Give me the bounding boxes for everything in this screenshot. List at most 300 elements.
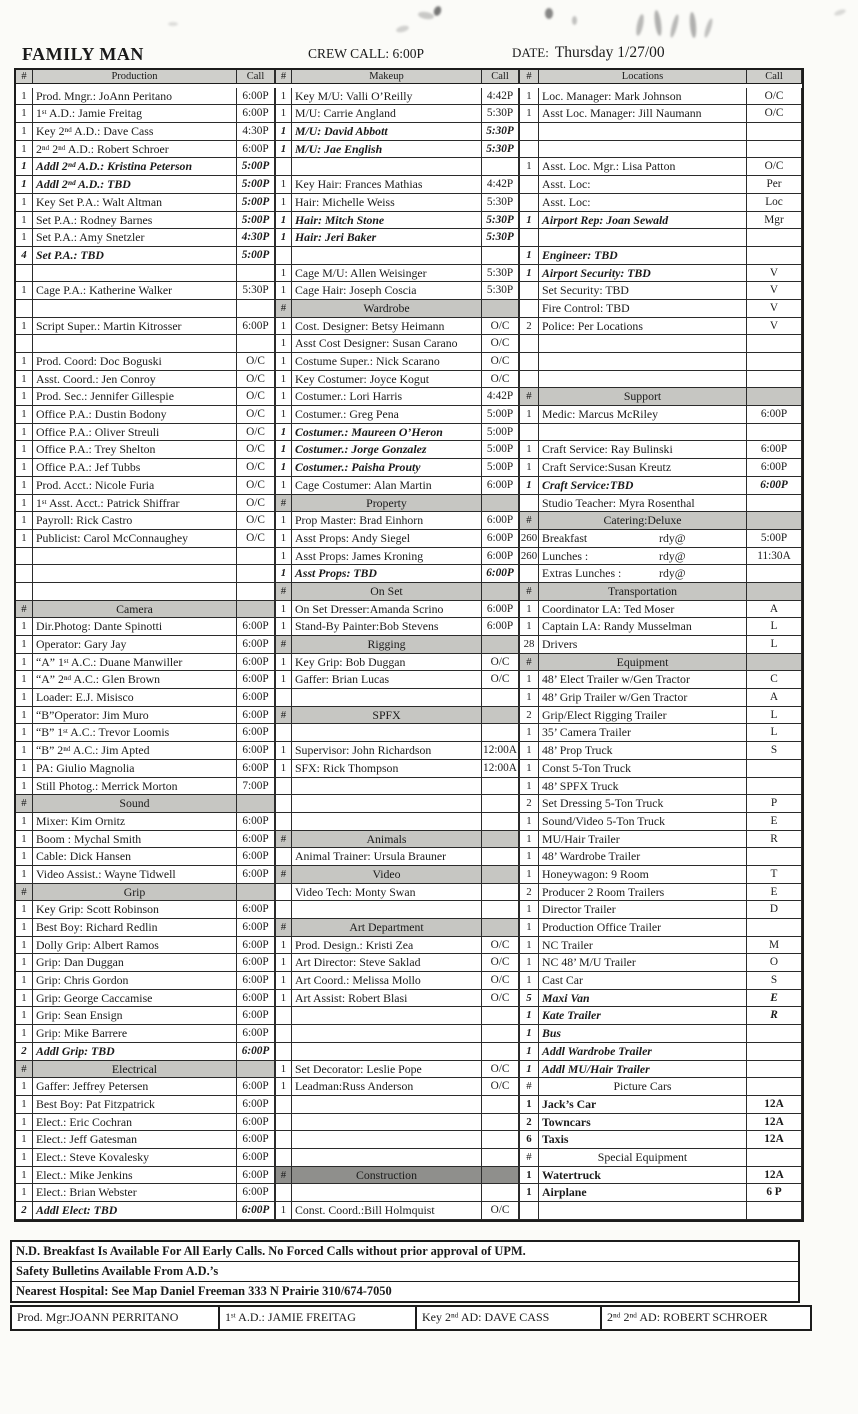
count-cell: 2 [16, 1202, 33, 1220]
name-cell: Coordinator LA: Ted Moser [539, 601, 747, 619]
name-cell: 2ⁿᵈ 2ⁿᵈ A.D.: Robert Schroer [33, 141, 237, 159]
section-hash-cell: # [519, 388, 539, 406]
name-cell: Maxi Van [539, 990, 747, 1008]
count-cell [275, 884, 292, 902]
call-cell: O/C [237, 406, 275, 424]
count-cell: 1 [16, 318, 33, 336]
count-cell: 1 [275, 265, 292, 283]
ink-smudge [433, 5, 443, 17]
name-cell: 1ˢᵗ A.D.: Jamie Freitag [33, 105, 237, 123]
call-cell: 6:00P [237, 318, 275, 336]
name-cell: Supervisor: John Richardson [292, 742, 482, 760]
call-cell: 5:30P [237, 282, 275, 300]
name-cell: Studio Teacher: Myra Rosenthal [539, 495, 747, 513]
call-cell: O/C [482, 371, 519, 389]
name-cell [292, 1025, 482, 1043]
name-cell: Set P.A.: TBD [33, 247, 237, 265]
name-cell: Elect.: Eric Cochran [33, 1114, 237, 1132]
call-cell: 6:00P [237, 1131, 275, 1149]
call-cell: V [747, 265, 802, 283]
count-cell: 1 [16, 990, 33, 1008]
name-cell: Grip: Sean Ensign [33, 1007, 237, 1025]
section-hash-cell: # [275, 1167, 292, 1185]
call-cell: 6:00P [237, 742, 275, 760]
call-cell: O/C [482, 972, 519, 990]
count-cell: 1 [519, 778, 539, 796]
call-cell [747, 424, 802, 442]
count-cell: 1 [519, 1025, 539, 1043]
call-cell [747, 848, 802, 866]
signature-first-ad: 1ˢᵗ A.D.: JAMIE FREITAG [220, 1307, 417, 1329]
count-cell: 1 [275, 1078, 292, 1096]
count-cell: 1 [16, 1184, 33, 1202]
ink-smudge [703, 18, 714, 39]
count-cell: 2 [519, 795, 539, 813]
name-cell: Still Photog.: Merrick Morton [33, 778, 237, 796]
name-cell: M/U: David Abbott [292, 123, 482, 141]
ink-smudge [635, 14, 645, 37]
count-cell: 2 [519, 884, 539, 902]
name-cell: NC Trailer [539, 937, 747, 955]
call-cell: E [747, 884, 802, 902]
call-cell: 11:30A [747, 548, 802, 566]
section-hash-cell: # [519, 583, 539, 601]
name-cell: Police: Per Locations [539, 318, 747, 336]
count-cell: 1 [16, 760, 33, 778]
section-header: Animals [292, 831, 482, 849]
name-cell: Grip: Mike Barrere [33, 1025, 237, 1043]
name-cell: Cable: Dick Hansen [33, 848, 237, 866]
count-cell [16, 265, 33, 283]
name-cell [292, 1184, 482, 1202]
call-cell: 6:00P [237, 1007, 275, 1025]
count-cell [275, 848, 292, 866]
name-cell: Office P.A.: Jef Tubbs [33, 459, 237, 477]
name-cell: Cost. Designer: Betsy Heimann [292, 318, 482, 336]
call-cell [747, 1061, 802, 1079]
count-cell: 1 [16, 441, 33, 459]
count-cell: 1 [519, 742, 539, 760]
count-cell: 2 [519, 1114, 539, 1132]
count-cell [519, 300, 539, 318]
name-cell [292, 795, 482, 813]
call-cell [747, 1025, 802, 1043]
count-cell: 1 [16, 707, 33, 725]
count-cell [519, 353, 539, 371]
count-cell: 1 [16, 123, 33, 141]
call-cell: 5:30P [482, 265, 519, 283]
call-cell: 6:00P [237, 760, 275, 778]
name-cell: Gaffer: Brian Lucas [292, 671, 482, 689]
section-header: Electrical [33, 1061, 237, 1079]
count-cell: 1 [16, 848, 33, 866]
call-cell: O/C [237, 353, 275, 371]
name-cell: Office P.A.: Oliver Streuli [33, 424, 237, 442]
call-cell: 6:00P [482, 477, 519, 495]
count-cell: 1 [275, 760, 292, 778]
call-cell: 4:42P [482, 88, 519, 106]
count-cell [275, 901, 292, 919]
count-cell: 1 [275, 459, 292, 477]
call-cell: 12A [747, 1096, 802, 1114]
section-header: Catering:Deluxe [539, 512, 747, 530]
count-cell: 1 [275, 601, 292, 619]
name-cell: Addl Wardrobe Trailer [539, 1043, 747, 1061]
name-cell [33, 583, 237, 601]
call-cell: 6:00P [747, 459, 802, 477]
count-cell: 1 [275, 1202, 292, 1220]
call-cell: 6:00P [237, 1202, 275, 1220]
name-cell: 48’ Prop Truck [539, 742, 747, 760]
name-cell: Grip: Dan Duggan [33, 954, 237, 972]
call-cell: 5:00P [237, 158, 275, 176]
call-cell: 5:00P [237, 194, 275, 212]
count-cell: 1 [275, 229, 292, 247]
count-cell [275, 1184, 292, 1202]
call-cell: 5:30P [482, 105, 519, 123]
call-cell [482, 901, 519, 919]
name-cell [292, 778, 482, 796]
note-breakfast: N.D. Breakfast Is Available For All Early Calls. No Forced Calls without prior approval of UPM. [12, 1242, 798, 1262]
count-cell: 1 [16, 371, 33, 389]
call-cell: 5:30P [482, 194, 519, 212]
name-cell: Airplane [539, 1184, 747, 1202]
count-cell: 1 [16, 1167, 33, 1185]
call-cell [747, 1078, 802, 1096]
call-cell: 6:00P [482, 548, 519, 566]
count-cell: 1 [275, 618, 292, 636]
name-cell: Prop Master: Brad Einhorn [292, 512, 482, 530]
call-cell [747, 1202, 802, 1220]
count-cell: 1 [519, 848, 539, 866]
name-cell [33, 548, 237, 566]
call-cell [747, 388, 802, 406]
name-cell: Captain LA: Randy Musselman [539, 618, 747, 636]
call-cell: 5:00P [482, 406, 519, 424]
count-cell: 2 [519, 318, 539, 336]
section-hash-cell: # [519, 654, 539, 672]
count-cell [519, 123, 539, 141]
name-cell: Boom : Mychal Smith [33, 831, 237, 849]
count-cell: 1 [16, 530, 33, 548]
call-cell [237, 300, 275, 318]
count-cell: 1 [16, 229, 33, 247]
call-cell: E [747, 990, 802, 1008]
count-cell: 1 [275, 194, 292, 212]
count-cell [16, 548, 33, 566]
call-cell: 6:00P [237, 707, 275, 725]
call-cell [482, 778, 519, 796]
date-value: Thursday 1/27/00 [554, 44, 665, 61]
count-cell: 1 [275, 954, 292, 972]
name-cell: “B” 1ˢᵗ A.C.: Trevor Loomis [33, 724, 237, 742]
name-cell [292, 1096, 482, 1114]
count-cell: 1 [16, 919, 33, 937]
call-cell: 6:00P [237, 636, 275, 654]
call-cell [237, 335, 275, 353]
count-cell: 1 [16, 742, 33, 760]
name-cell: Towncars [539, 1114, 747, 1132]
call-cell: M [747, 937, 802, 955]
count-cell: 1 [519, 158, 539, 176]
count-cell: 1 [16, 141, 33, 159]
count-cell: 1 [275, 176, 292, 194]
call-cell: L [747, 636, 802, 654]
name-cell: Craft Service: Ray Bulinski [539, 441, 747, 459]
ink-smudge [834, 8, 847, 17]
call-cell: Mgr [747, 212, 802, 230]
call-cell: 6:00P [237, 972, 275, 990]
name-cell: “A” 1ˢᵗ A.C.: Duane Manwiller [33, 654, 237, 672]
name-cell: Stand-By Painter:Bob Stevens [292, 618, 482, 636]
name-cell [292, 689, 482, 707]
call-cell: O/C [747, 158, 802, 176]
count-cell: 1 [519, 689, 539, 707]
count-cell: 1 [275, 424, 292, 442]
call-cell [482, 1131, 519, 1149]
notes-box [10, 1240, 800, 1303]
count-cell: 1 [275, 565, 292, 583]
count-cell: 1 [275, 972, 292, 990]
name-cell: Craft Service:Susan Kreutz [539, 459, 747, 477]
section-hash-cell: # [275, 300, 292, 318]
count-cell: 1 [275, 353, 292, 371]
call-cell [237, 565, 275, 583]
name-cell: Asst Loc. Manager: Jill Naumann [539, 105, 747, 123]
section-hash-cell: # [275, 583, 292, 601]
name-cell: Hair: Michelle Weiss [292, 194, 482, 212]
call-cell [747, 229, 802, 247]
count-cell: 1 [275, 141, 292, 159]
name-cell: Asst Props: TBD [292, 565, 482, 583]
count-cell: 6 [519, 1131, 539, 1149]
name-cell: Script Super.: Martin Kitrosser [33, 318, 237, 336]
call-cell: 6:00P [747, 441, 802, 459]
section-header: Equipment [539, 654, 747, 672]
name-cell: Fire Control: TBD [539, 300, 747, 318]
name-cell [33, 565, 237, 583]
call-cell: A [747, 601, 802, 619]
name-cell: Elect.: Mike Jenkins [33, 1167, 237, 1185]
name-cell: Key Grip: Bob Duggan [292, 654, 482, 672]
name-cell: NC 48’ M/U Trailer [539, 954, 747, 972]
name-cell: Prod. Mngr.: JoAnn Peritano [33, 88, 237, 106]
section-hash-cell: # [16, 795, 33, 813]
count-cell: 1 [275, 937, 292, 955]
call-cell [747, 512, 802, 530]
count-cell: 1 [16, 194, 33, 212]
count-cell [519, 229, 539, 247]
call-cell: 5:00P [237, 176, 275, 194]
column-header: Call [237, 70, 275, 84]
count-cell [519, 495, 539, 513]
call-cell: 6:00P [237, 1167, 275, 1185]
name-cell: Key M/U: Valli O’Reilly [292, 88, 482, 106]
name-cell: Costumer.: Greg Pena [292, 406, 482, 424]
count-cell: 1 [519, 247, 539, 265]
call-cell: 5:00P [482, 459, 519, 477]
name-cell: Asst. Loc: [539, 194, 747, 212]
name-cell: Dolly Grip: Albert Ramos [33, 937, 237, 955]
ink-smudge [395, 24, 409, 33]
name-cell: Const. Coord.:Bill Holmquist [292, 1202, 482, 1220]
name-cell [292, 1043, 482, 1061]
count-cell: 1 [519, 618, 539, 636]
count-cell: 1 [16, 1078, 33, 1096]
name-cell: Costumer.: Maureen O’Heron [292, 424, 482, 442]
name-cell: Leadman:Russ Anderson [292, 1078, 482, 1096]
ink-smudge [689, 12, 697, 38]
call-cell: 6:00P [482, 512, 519, 530]
call-cell [482, 1007, 519, 1025]
call-cell: S [747, 972, 802, 990]
name-cell [539, 229, 747, 247]
call-cell: O [747, 954, 802, 972]
count-cell: 260 [519, 530, 539, 548]
call-cell: 6:00P [237, 1184, 275, 1202]
call-cell: 6:00P [237, 1078, 275, 1096]
call-cell [482, 300, 519, 318]
section-header: Art Department [292, 919, 482, 937]
count-cell [275, 158, 292, 176]
name-cell: Dir.Photog: Dante Spinotti [33, 618, 237, 636]
count-cell: 1 [275, 212, 292, 230]
call-cell: O/C [237, 512, 275, 530]
call-cell: O/C [482, 335, 519, 353]
count-cell: 1 [519, 212, 539, 230]
count-cell [519, 194, 539, 212]
call-cell [482, 1114, 519, 1132]
call-cell: 5:30P [482, 212, 519, 230]
section-header: SPFX [292, 707, 482, 725]
call-cell [482, 247, 519, 265]
name-cell: Video Tech: Monty Swan [292, 884, 482, 902]
count-cell: 1 [275, 335, 292, 353]
call-cell [747, 654, 802, 672]
section-hash-cell: # [275, 636, 292, 654]
name-cell: Addl 2ⁿᵈ A.D.: TBD [33, 176, 237, 194]
call-cell: 6:00P [237, 990, 275, 1008]
call-cell: R [747, 1007, 802, 1025]
call-cell [482, 707, 519, 725]
ink-smudge [418, 11, 435, 21]
name-cell: Key Grip: Scott Robinson [33, 901, 237, 919]
call-cell [482, 636, 519, 654]
name-cell: Set Security: TBD [539, 282, 747, 300]
name-cell: “A” 2ⁿᵈ A.C.: Glen Brown [33, 671, 237, 689]
call-cell: R [747, 831, 802, 849]
call-cell: C [747, 671, 802, 689]
call-cell: 6:00P [237, 88, 275, 106]
call-cell: 7:00P [237, 778, 275, 796]
call-cell: L [747, 707, 802, 725]
name-cell: Video Assist.: Wayne Tidwell [33, 866, 237, 884]
name-cell: Asst. Coord.: Jen Conroy [33, 371, 237, 389]
name-cell [539, 353, 747, 371]
name-cell: On Set Dresser:Amanda Scrino [292, 601, 482, 619]
call-cell: 6:00P [747, 477, 802, 495]
section-header: Camera [33, 601, 237, 619]
call-cell [482, 1096, 519, 1114]
call-cell: 12A [747, 1131, 802, 1149]
call-cell [482, 795, 519, 813]
name-cell: Drivers [539, 636, 747, 654]
signature-key-2nd-ad: Key 2ⁿᵈ AD: DAVE CASS [417, 1307, 602, 1329]
count-cell: 1 [16, 424, 33, 442]
name-cell: Elect.: Brian Webster [33, 1184, 237, 1202]
name-cell: Key Hair: Frances Mathias [292, 176, 482, 194]
call-cell: S [747, 742, 802, 760]
count-cell [519, 335, 539, 353]
name-cell: Airport Security: TBD [539, 265, 747, 283]
name-cell: 48’ Elect Trailer w/Gen Tractor [539, 671, 747, 689]
name-cell: Prod. Acct.: Nicole Furia [33, 477, 237, 495]
name-cell: Gaffer: Jeffrey Petersen [33, 1078, 237, 1096]
call-cell: 6:00P [237, 848, 275, 866]
ink-smudge [572, 16, 577, 25]
call-cell: 6:00P [237, 866, 275, 884]
count-cell: 1 [16, 1096, 33, 1114]
name-cell: Art Coord.: Melissa Mollo [292, 972, 482, 990]
name-cell: Grip: George Caccamise [33, 990, 237, 1008]
count-cell: 1 [16, 1149, 33, 1167]
call-cell: Loc [747, 194, 802, 212]
count-cell: 1 [519, 671, 539, 689]
call-cell [482, 919, 519, 937]
count-cell: 1 [16, 1007, 33, 1025]
section-header: Property [292, 495, 482, 513]
count-cell: 1 [275, 105, 292, 123]
count-cell: 1 [16, 282, 33, 300]
name-cell [539, 371, 747, 389]
section-header: Rigging [292, 636, 482, 654]
name-cell: Best Boy: Richard Redlin [33, 919, 237, 937]
call-cell: 6:00P [482, 565, 519, 583]
name-cell: Breakfast rdy@ [539, 530, 747, 548]
column-header: Call [747, 70, 802, 84]
call-cell: 5:30P [482, 123, 519, 141]
call-cell [482, 866, 519, 884]
call-cell: 6 P [747, 1184, 802, 1202]
name-cell: Costumer.: Jorge Gonzalez [292, 441, 482, 459]
signature-row [10, 1305, 812, 1331]
call-cell [482, 1149, 519, 1167]
count-cell [275, 689, 292, 707]
call-cell: 5:30P [482, 229, 519, 247]
call-cell [747, 247, 802, 265]
call-cell: O/C [482, 990, 519, 1008]
call-cell [482, 848, 519, 866]
section-hash-cell: # [275, 707, 292, 725]
call-cell: O/C [237, 424, 275, 442]
date-label: DATE: [512, 45, 549, 60]
count-cell: 1 [519, 866, 539, 884]
call-cell: 6:00P [747, 406, 802, 424]
name-cell: Grip/Elect Rigging Trailer [539, 707, 747, 725]
name-cell: Asst. Loc: [539, 176, 747, 194]
call-cell [482, 884, 519, 902]
name-cell: 48’ Grip Trailer w/Gen Tractor [539, 689, 747, 707]
call-cell: E [747, 813, 802, 831]
call-cell: 12A [747, 1167, 802, 1185]
name-cell: Set P.A.: Rodney Barnes [33, 212, 237, 230]
section-header: Transportation [539, 583, 747, 601]
name-cell: Set Decorator: Leslie Pope [292, 1061, 482, 1079]
column-header: # [519, 70, 539, 84]
name-cell: Key 2ⁿᵈ A.D.: Dave Cass [33, 123, 237, 141]
call-cell: O/C [482, 654, 519, 672]
name-cell: Cage P.A.: Katherine Walker [33, 282, 237, 300]
